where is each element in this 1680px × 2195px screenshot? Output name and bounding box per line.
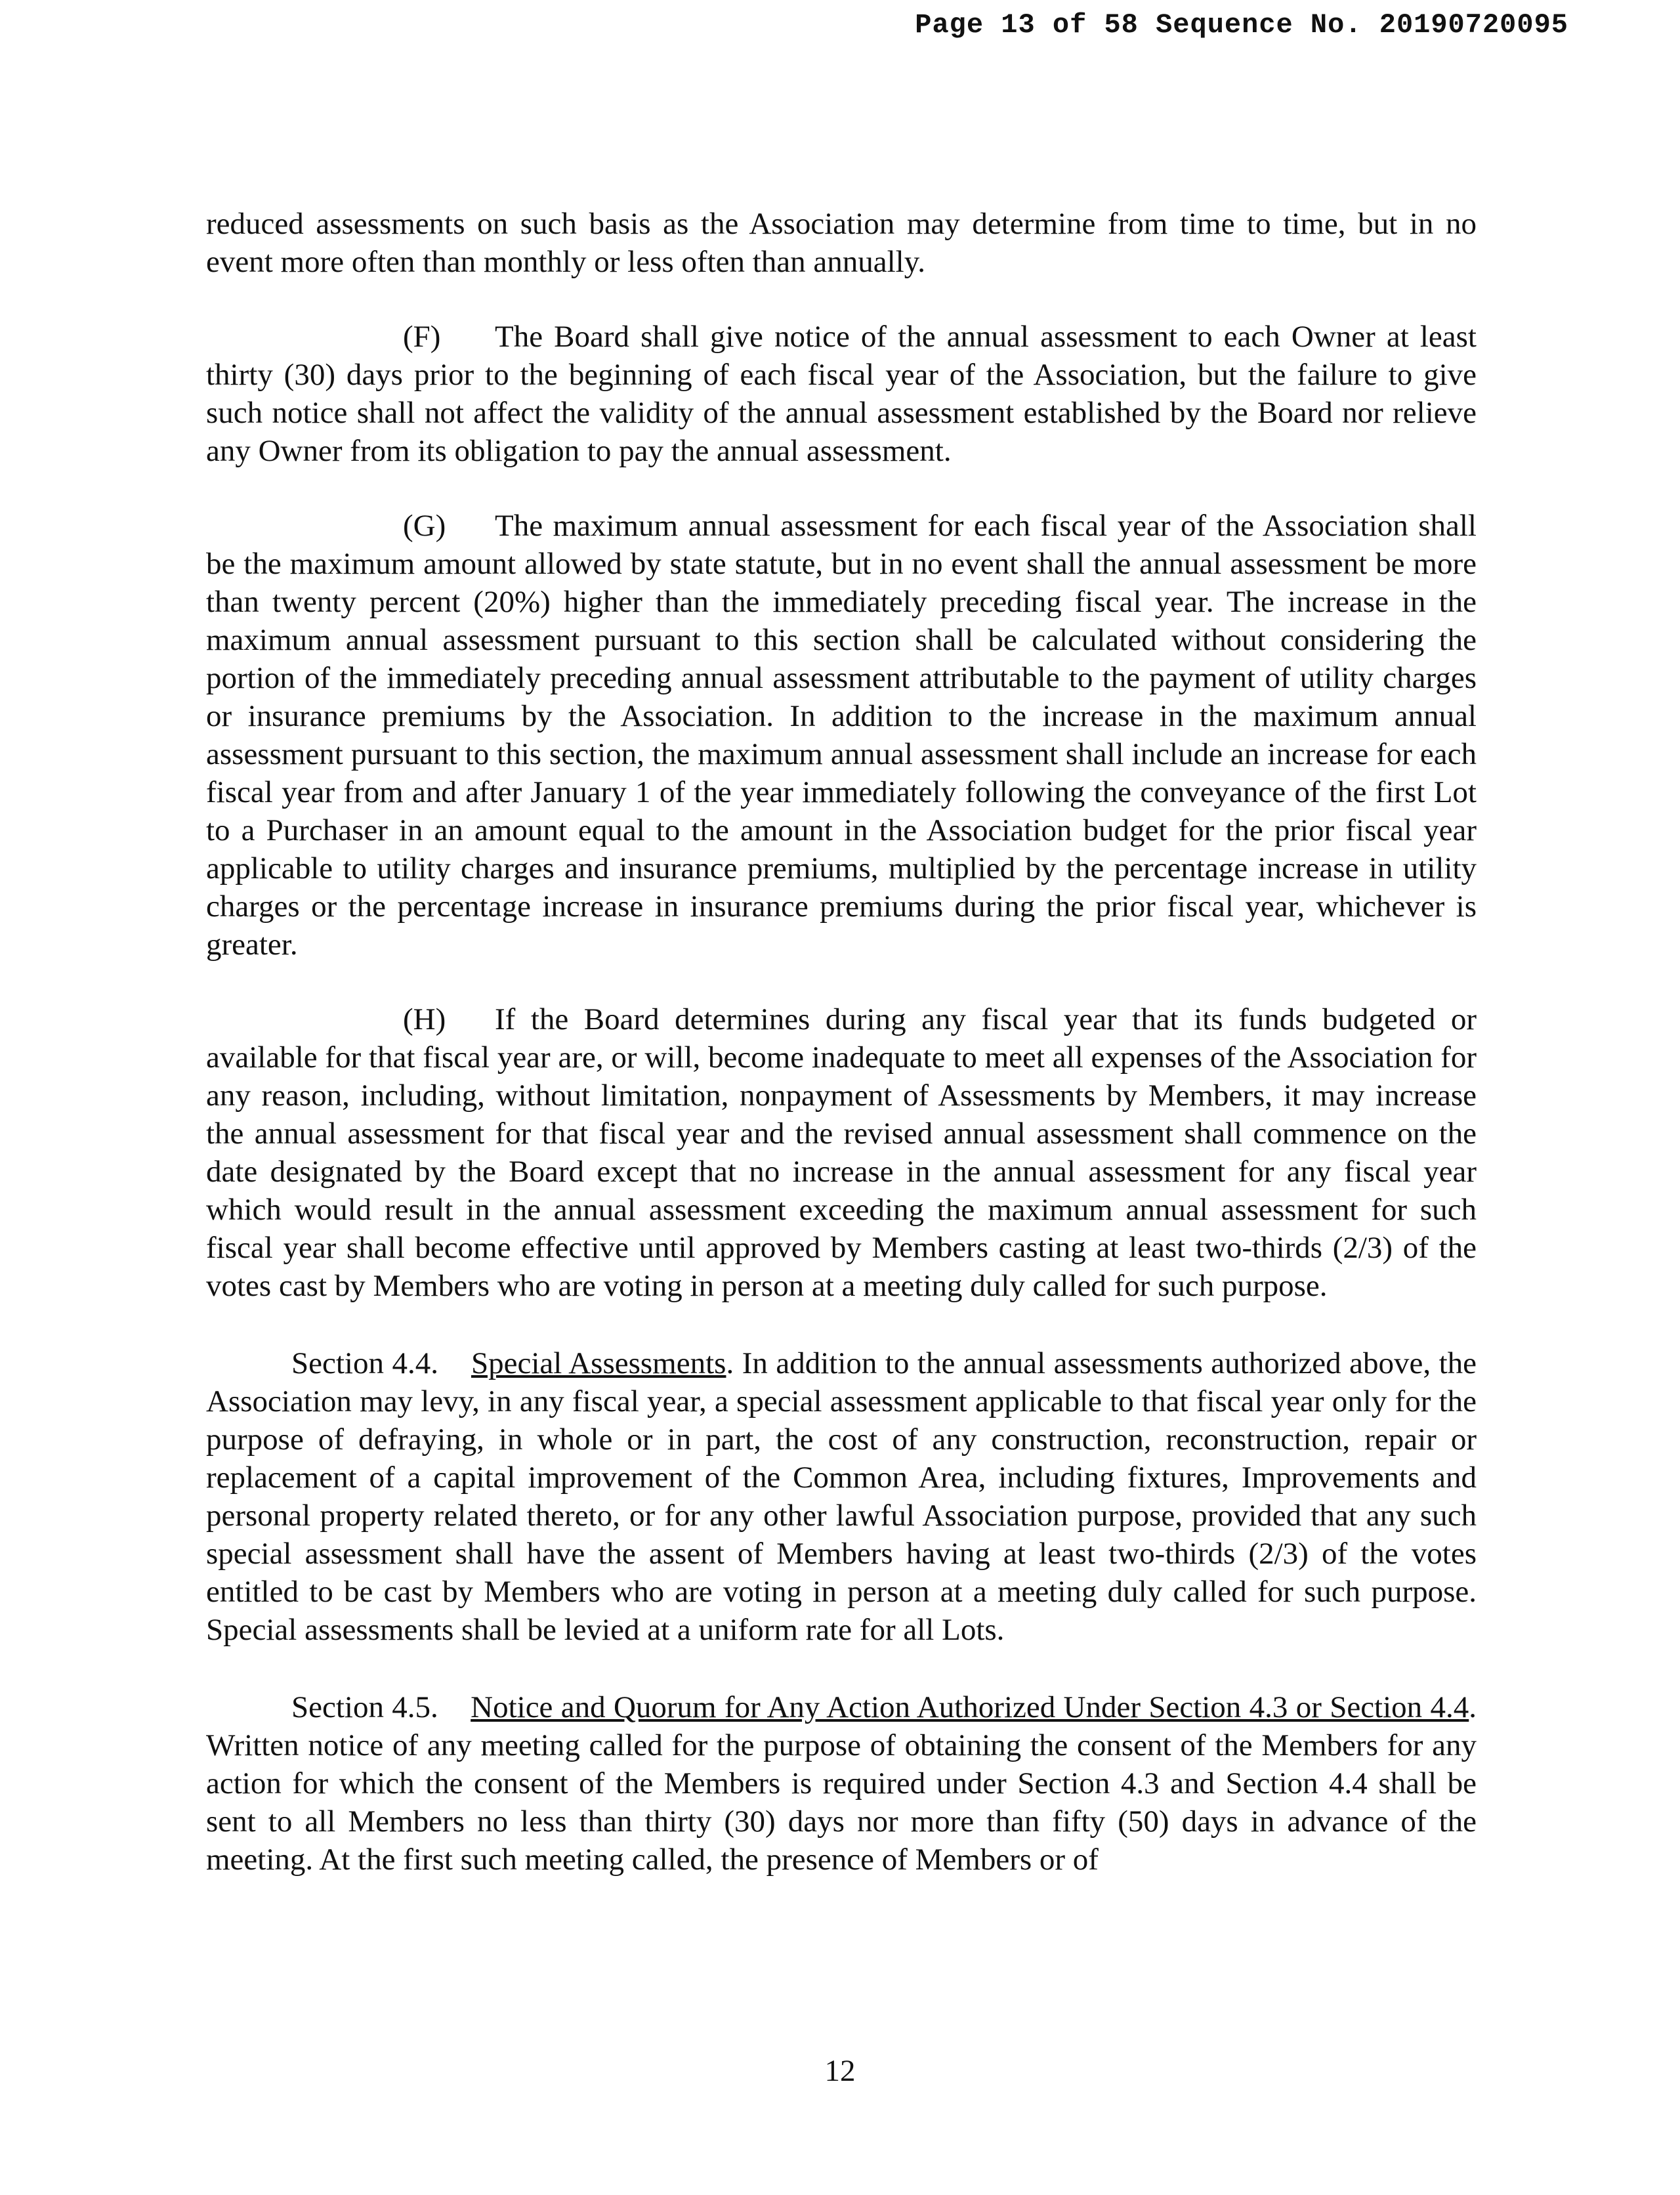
section-4-4 [206,1344,1477,1649]
section-4-5 [206,1688,1477,1879]
paragraph-f [206,318,1477,470]
paragraph-g [206,507,1477,964]
paragraph-g-label: (G) [403,509,446,543]
section-4-5-title: Notice and Quorum for Any Action Authorized Under Section 4.3 or Section 4.4 [471,1690,1469,1724]
continuation-paragraph: reduced assessments on such basis as the Association may determine from time to time, but in no event more often than monthly or less often than annually. [206,207,1477,279]
section-4-4-title: Special Assessments [471,1346,726,1380]
section-4-5-text: . Written notice of any meeting called for the purpose of obtaining the consent of the Members for any action for which the consent of the Members is required under Section 4.3 and Section 4.4 shall be sent to all Members no less than thirty (30) days nor more than fifty (50) days in advance of the meeting. At the first such meeting called, the presence of Members or of [206,1690,1477,1877]
paragraph-f-text: The Board shall give notice of the annual assessment to each Owner at least thirty (30) days prior to the beginning of each fiscal year of the Association, but the failure to give such notice shall not affect the validity of the annual assessment established by the Board nor relieve any Owner from its obligation to pay the annual assessment. [206,320,1477,468]
paragraph-h [206,1000,1477,1305]
section-4-4-text: . In addition to the annual assessments authorized above, the Association may levy, in any fiscal year, a special assessment applicable to that fiscal year only for the purpose of defraying, in whole or in part, the cost of any construction, reconstruction, repair or replacement of a capital improvement of the Common Area, including fixtures, Improvements and personal property related thereto, or for any other lawful Association purpose, provided that any such special assessment shall have the assent of Members having at least two-thirds (2/3) of the votes entitled to be cast by Members who are voting in person at a meeting duly called for such purpose. Special assessments shall be levied at a uniform rate for all Lots. [206,1346,1477,1647]
paragraph-g-text: The maximum annual assessment for each fiscal year of the Association shall be the maximum amount allowed by state statute, but in no event shall the annual assessment be more than twenty percent (20%) higher than the immediately preceding fiscal year. The increase in the maximum annual assessment pursuant to this section shall be calculated without considering the portion of the immediately preceding annual assessment attributable to the payment of utility charges or insurance premiums by the Association. In addition to the increase in the maximum annual assessment pursuant to this section, the maximum annual assessment shall include an increase for each fiscal year from and after January 1 of the year immediately following the conveyance of the first Lot to a Purchaser in an amount equal to the amount in the Association budget for the prior fiscal year applicable to utility charges and insurance premiums, multiplied by the percentage increase in utility charges or the percentage increase in insurance premiums during the prior fiscal year, whichever is greater. [206,509,1477,962]
paragraph-h-label: (H) [403,1002,446,1036]
document-body [206,205,1477,1879]
page-number: 12 [824,2054,856,2088]
section-4-5-number: Section 4.5. [291,1690,438,1724]
page-header: Page 13 of 58 Sequence No. 20190720095 [915,9,1568,41]
section-4-4-number: Section 4.4. [291,1346,438,1380]
paragraph-f-label: (F) [403,320,441,354]
paragraph-h-text: If the Board determines during any fiscal year that its funds budgeted or available for that fiscal year are, or will, become inadequate to meet all expenses of the Association for any reason, including, without limitation, nonpayment of Assessments by Members, it may increase the annual assessment for that fiscal year and the revised annual assessment shall commence on the date designated by the Board except that no increase in the annual assessment for any fiscal year which would result in the annual assessment exceeding the maximum annual assessment for such fiscal year shall become effective until approved by Members casting at least two-thirds (2/3) of the votes cast by Members who are voting in person at a meeting duly called for such purpose. [206,1002,1477,1303]
